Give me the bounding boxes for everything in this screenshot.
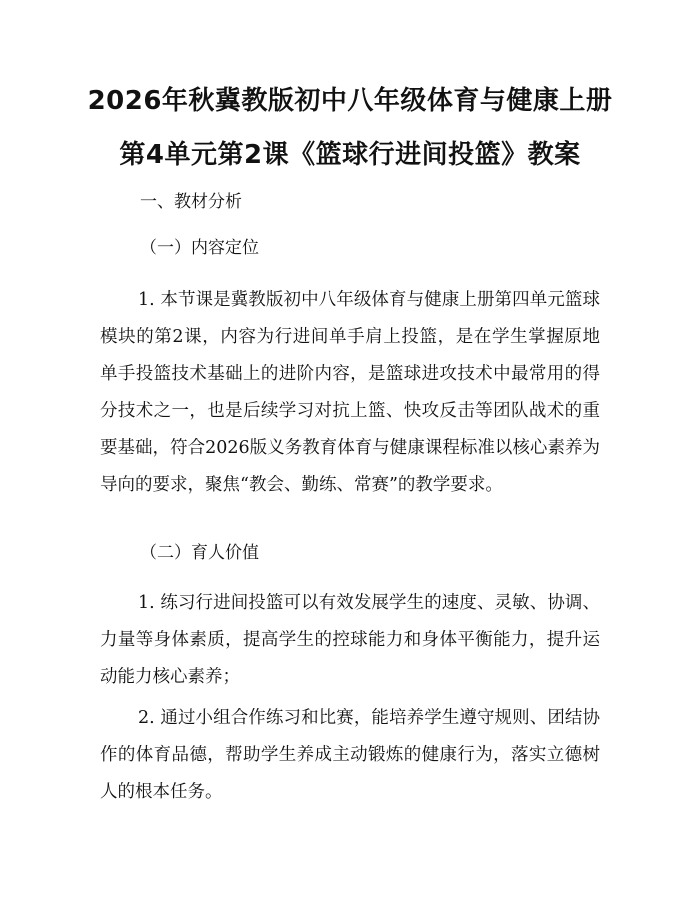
- paragraph-educational-value-1: 1. 练习行进间投篮可以有效发展学生的速度、灵敏、协调、力量等身体素质，提高学生的控球能力和身体平衡能力，提升运动能力核心素养；: [100, 593, 600, 687]
- section-heading-textbook-analysis: 一、教材分析: [140, 192, 242, 212]
- paragraph-educational-value-2: 2. 通过小组合作练习和比赛，能培养学生遵守规则、团结协作的体育品德，帮助学生养成主动锻炼的健康行为，落实立德树人的根本任务。: [100, 708, 600, 802]
- document-title-line-1: 2026年秋冀教版初中八年级体育与健康上册: [87, 86, 613, 116]
- paragraph-content-positioning: 1. 本节课是冀教版初中八年级体育与健康上册第四单元篮球模块的第2课，内容为行进间单手肩上投篮，是在学生掌握原地单手投篮技术基础上的进阶内容，是篮球进攻技术中最常用的得分技术之一，也是后续学习对抗上篮、快攻反击等团队战术的重要基础，符合2026版义务教育体育与健康课程标准以核心素养为导向的要求，聚焦“教会、勤练、常赛”的教学要求。: [100, 290, 600, 495]
- subsection-heading-content-positioning: （一）内容定位: [140, 238, 259, 258]
- document-title-line-2: 第4单元第2课《篮球行进间投篮》教案: [119, 140, 581, 170]
- subsection-heading-educational-value: （二）育人价值: [140, 543, 259, 563]
